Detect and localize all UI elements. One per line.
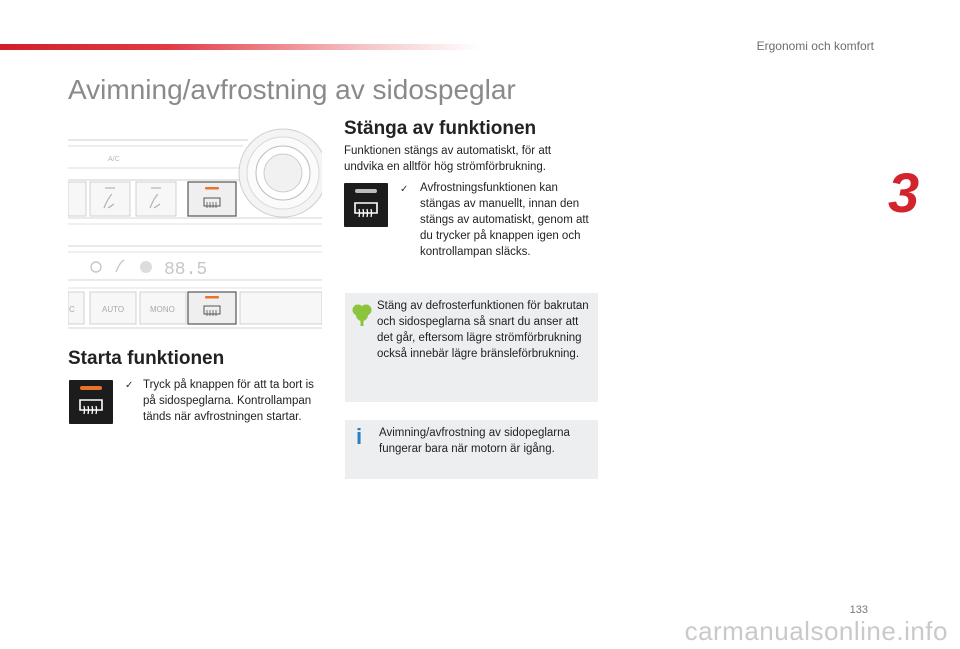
info-note <box>345 420 598 479</box>
start-text: Tryck på knappen för att ta bort is på sidospeglarna. Kontrollampan tänds när avfrostningen startar. <box>143 379 314 423</box>
eco-note <box>345 293 598 402</box>
mirror-defrost-icon <box>344 183 388 227</box>
start-bullet-check-icon: ✓ <box>125 380 134 391</box>
start-heading: Starta funktionen <box>68 348 225 369</box>
eco-note-text: Stäng av defrosterfunktionen för bakrutan och sidospeglarna så snart du anser att det går, eftersom lägre strömförbrukning också innebär lägre bränsleförbrukning. <box>377 300 589 360</box>
mirror-defrost-icon <box>69 380 113 424</box>
section-header: Ergonomi och komfort <box>756 39 874 53</box>
mirror-defrost-button-on-icon <box>69 380 113 424</box>
stop-text: Avfrostningsfunktionen kan stängas av manuellt, innan den stängs av automatiskt, genom att du trycker på knappen igen och kontrollampan släcks. <box>420 182 589 258</box>
chapter-number: 3 <box>888 161 920 224</box>
control-panel-bottom-drawing <box>68 240 322 332</box>
mono-label: MONO <box>150 305 175 314</box>
ac-label: A/C <box>108 156 120 163</box>
page-number: 133 <box>849 604 868 616</box>
ac-short-label: C <box>69 305 75 314</box>
info-icon: i <box>356 424 363 449</box>
watermark: carmanualsonline.info <box>684 616 948 646</box>
eco-tree-icon <box>351 302 373 328</box>
page-title: Avimning/avfrostning av sidospeglar <box>68 74 516 105</box>
control-panel-illustration-bottom <box>68 240 322 332</box>
stop-intro: Funktionen stängs av automatiskt, för att undvika en alltför hög strömförbrukning. <box>344 145 552 173</box>
auto-label: AUTO <box>102 305 125 314</box>
info-note-text: Avimning/avfrostning av sidopeglarna fungerar bara när motorn är igång. <box>379 427 570 455</box>
control-panel-illustration-top <box>68 128 322 230</box>
stop-bullet-check-icon: ✓ <box>400 184 409 195</box>
stop-heading: Stänga av funktionen <box>344 118 537 139</box>
header-accent-bar <box>0 44 480 50</box>
temperature-display: 88.5 <box>164 260 208 280</box>
mirror-defrost-button-off-icon <box>344 183 388 227</box>
control-panel-top-drawing <box>68 128 322 230</box>
